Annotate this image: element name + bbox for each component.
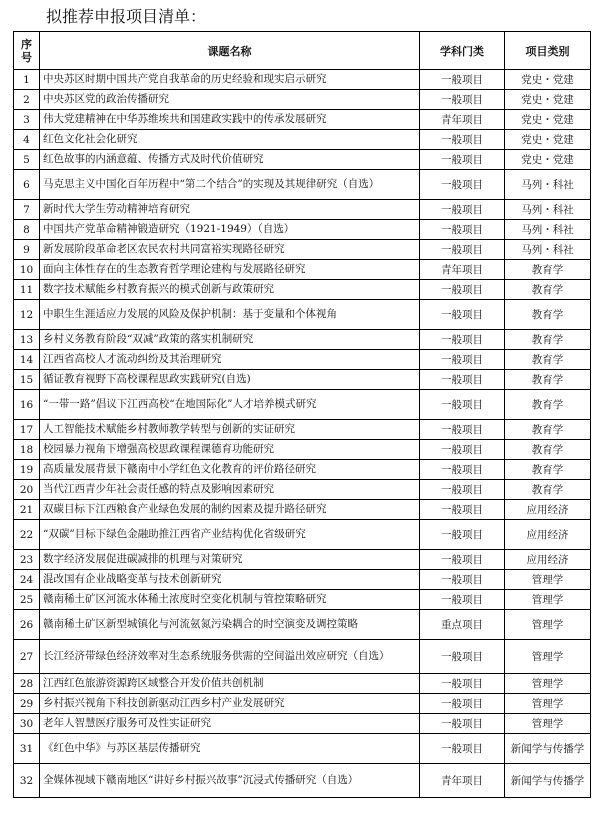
row-category: 一般项目 [420,440,505,460]
row-type: 党史・党建 [505,90,591,110]
row-type: 党史・党建 [505,70,591,90]
row-category: 一般项目 [420,90,505,110]
table-row [14,480,591,500]
row-category: 一般项目 [420,220,505,240]
column-header-title: 课题名称 [40,32,420,70]
row-title: 红色故事的内涵意蕴、传播方式及时代价值研究 [40,150,420,170]
row-number: 28 [14,674,40,694]
row-type: 应用经济 [505,520,591,550]
row-number: 13 [14,330,40,350]
row-number: 14 [14,350,40,370]
row-number: 12 [14,300,40,330]
row-title: 伟大党建精神在中华苏维埃共和国建政实践中的传承发展研究 [40,110,420,130]
row-type: 教育学 [505,300,591,330]
table-row [14,280,591,300]
table-row [14,300,591,330]
row-title: 数字技术赋能乡村教育振兴的模式创新与政策研究 [40,280,420,300]
row-type: 新闻学与传播学 [505,764,591,798]
row-number: 3 [14,110,40,130]
table-row [14,694,591,714]
row-title: “一带一路”倡议下江西高校“在地国际化”人才培养模式研究 [40,390,420,420]
row-type: 教育学 [505,390,591,420]
row-title: 中国共产党革命精神锻造研究（1921-1949）（自选） [40,220,420,240]
table-header-row [14,32,591,70]
row-number: 10 [14,260,40,280]
table-row [14,150,591,170]
table-row [14,674,591,694]
row-number: 6 [14,170,40,200]
row-number: 31 [14,734,40,764]
row-number: 5 [14,150,40,170]
column-header-category: 学科门类 [420,32,505,70]
row-type: 管理学 [505,570,591,590]
row-title: “双碳”目标下绿色金融助推江西省产业结构优化省级研究 [40,520,420,550]
row-title: 人工智能技术赋能乡村教师教学转型与创新的实证研究 [40,420,420,440]
table-row [14,734,591,764]
row-number: 20 [14,480,40,500]
row-type: 新闻学与传播学 [505,734,591,764]
row-title: 江西省高校人才流动纠纷及其治理研究 [40,350,420,370]
row-number: 16 [14,390,40,420]
row-title: 乡村义务教育阶段“双减”政策的落实机制研究 [40,330,420,350]
row-title: 赣南稀土矿区河流水体稀土浓度时空变化机制与管控策略研究 [40,590,420,610]
row-title: 《红色中华》与苏区基层传播研究 [40,734,420,764]
row-category: 一般项目 [420,694,505,714]
row-category: 一般项目 [420,150,505,170]
row-category: 一般项目 [420,500,505,520]
row-type: 教育学 [505,440,591,460]
row-number: 8 [14,220,40,240]
table-row [14,130,591,150]
table-row [14,590,591,610]
row-title: 中央苏区党的政治传播研究 [40,90,420,110]
row-type: 教育学 [505,420,591,440]
row-category: 一般项目 [420,734,505,764]
row-type: 教育学 [505,460,591,480]
row-category: 一般项目 [420,390,505,420]
row-type: 马列・科社 [505,200,591,220]
column-header-type: 项目类别 [505,32,591,70]
table-row [14,460,591,480]
row-title: 江西红色旅游资源跨区域整合开发价值共创机制 [40,674,420,694]
row-category: 一般项目 [420,170,505,200]
row-category: 一般项目 [420,330,505,350]
row-type: 管理学 [505,694,591,714]
row-type: 管理学 [505,714,591,734]
row-number: 17 [14,420,40,440]
row-category: 一般项目 [420,550,505,570]
row-number: 15 [14,370,40,390]
row-number: 4 [14,130,40,150]
row-type: 管理学 [505,610,591,640]
row-type: 管理学 [505,674,591,694]
row-category: 一般项目 [420,200,505,220]
table-row [14,200,591,220]
row-type: 党史・党建 [505,110,591,130]
row-title: 新发展阶段革命老区农民农村共同富裕实现路径研究 [40,240,420,260]
row-category: 一般项目 [420,130,505,150]
row-category: 青年项目 [420,110,505,130]
row-title: 中职生生涯适应力发展的风险及保护机制：基于变量和个体视角 [40,300,420,330]
row-number: 22 [14,520,40,550]
row-category: 一般项目 [420,520,505,550]
row-number: 7 [14,200,40,220]
row-title: 中央苏区时期中国共产党自我革命的历史经验和现实启示研究 [40,70,420,90]
row-number: 21 [14,500,40,520]
row-type: 教育学 [505,350,591,370]
row-number: 24 [14,570,40,590]
table-row [14,440,591,460]
row-type: 教育学 [505,330,591,350]
row-category: 一般项目 [420,240,505,260]
row-number: 30 [14,714,40,734]
row-title: 混改国有企业战略变革与技术创新研究 [40,570,420,590]
row-title: 新时代大学生劳动精神培育研究 [40,200,420,220]
row-category: 一般项目 [420,460,505,480]
table-row [14,370,591,390]
row-category: 一般项目 [420,420,505,440]
row-type: 马列・科社 [505,240,591,260]
table-row [14,714,591,734]
row-category: 一般项目 [420,300,505,330]
row-category: 一般项目 [420,370,505,390]
row-category: 青年项目 [420,260,505,280]
table-row [14,240,591,260]
row-title: 校园暴力视角下增强高校思政课程课德育功能研究 [40,440,420,460]
row-number: 2 [14,90,40,110]
row-number: 1 [14,70,40,90]
table-row [14,70,591,90]
row-category: 青年项目 [420,764,505,798]
row-type: 管理学 [505,640,591,674]
row-number: 19 [14,460,40,480]
row-type: 教育学 [505,480,591,500]
row-type: 马列・科社 [505,220,591,240]
table-row [14,500,591,520]
row-category: 一般项目 [420,674,505,694]
page-heading: 拟推荐申报项目清单： [46,7,207,26]
table-row [14,390,591,420]
table-row [14,350,591,370]
row-type: 应用经济 [505,500,591,520]
row-title: 全媒体视域下赣南地区“讲好乡村振兴故事”沉浸式传播研究（自选） [40,764,420,798]
row-number: 9 [14,240,40,260]
row-title: 老年人智慧医疗服务可及性实证研究 [40,714,420,734]
row-title: 赣南稀土矿区新型城镇化与河流氨氮污染耦合的时空演变及调控策略 [40,610,420,640]
table-row [14,550,591,570]
table-row [14,764,591,798]
row-number: 27 [14,640,40,674]
row-type: 教育学 [505,260,591,280]
row-number: 23 [14,550,40,570]
row-title: 乡村振兴视角下科技创新驱动江西乡村产业发展研究 [40,694,420,714]
row-category: 一般项目 [420,480,505,500]
column-header-no [14,32,40,70]
row-number: 25 [14,590,40,610]
table-row [14,170,591,200]
row-type: 管理学 [505,590,591,610]
row-category: 一般项目 [420,714,505,734]
row-type: 党史・党建 [505,150,591,170]
row-number: 32 [14,764,40,798]
row-title: 长江经济带绿色经济效率对生态系统服务供需的空间溢出效应研究（自选） [40,640,420,674]
row-title: 数字经济发展促进碳减排的机理与对策研究 [40,550,420,570]
row-type: 教育学 [505,280,591,300]
row-title: 高质量发展背景下赣南中小学红色文化教育的评价路径研究 [40,460,420,480]
row-title: 双碳目标下江西粮食产业绿色发展的制约因素及提升路径研究 [40,500,420,520]
row-type: 党史・党建 [505,130,591,150]
row-number: 29 [14,694,40,714]
column-header-no-label: 序号 [21,37,32,64]
row-type: 应用经济 [505,550,591,570]
table-row [14,110,591,130]
row-type: 马列・科社 [505,170,591,200]
row-title: 红色文化社会化研究 [40,130,420,150]
row-number: 11 [14,280,40,300]
row-category: 一般项目 [420,70,505,90]
row-category: 一般项目 [420,280,505,300]
table-row [14,640,591,674]
row-title: 马克思主义中国化百年历程中“第二个结合”的实现及其规律研究（自选） [40,170,420,200]
table-row [14,330,591,350]
row-category: 一般项目 [420,350,505,370]
row-type: 教育学 [505,370,591,390]
project-table [13,31,591,798]
table-row [14,520,591,550]
table-row [14,570,591,590]
row-title: 面向主体性存在的生态教育哲学理论建构与发展路径研究 [40,260,420,280]
row-category: 重点项目 [420,610,505,640]
table-body [14,70,591,798]
row-title: 当代江西青少年社会责任感的特点及影响因素研究 [40,480,420,500]
table-row [14,420,591,440]
table-row [14,220,591,240]
row-category: 一般项目 [420,640,505,674]
row-category: 一般项目 [420,570,505,590]
table-row [14,260,591,280]
row-title: 循证教育视野下高校课程思政实践研究(自选) [40,370,420,390]
table-row [14,610,591,640]
table-row [14,90,591,110]
row-number: 26 [14,610,40,640]
row-number: 18 [14,440,40,460]
row-category: 一般项目 [420,590,505,610]
